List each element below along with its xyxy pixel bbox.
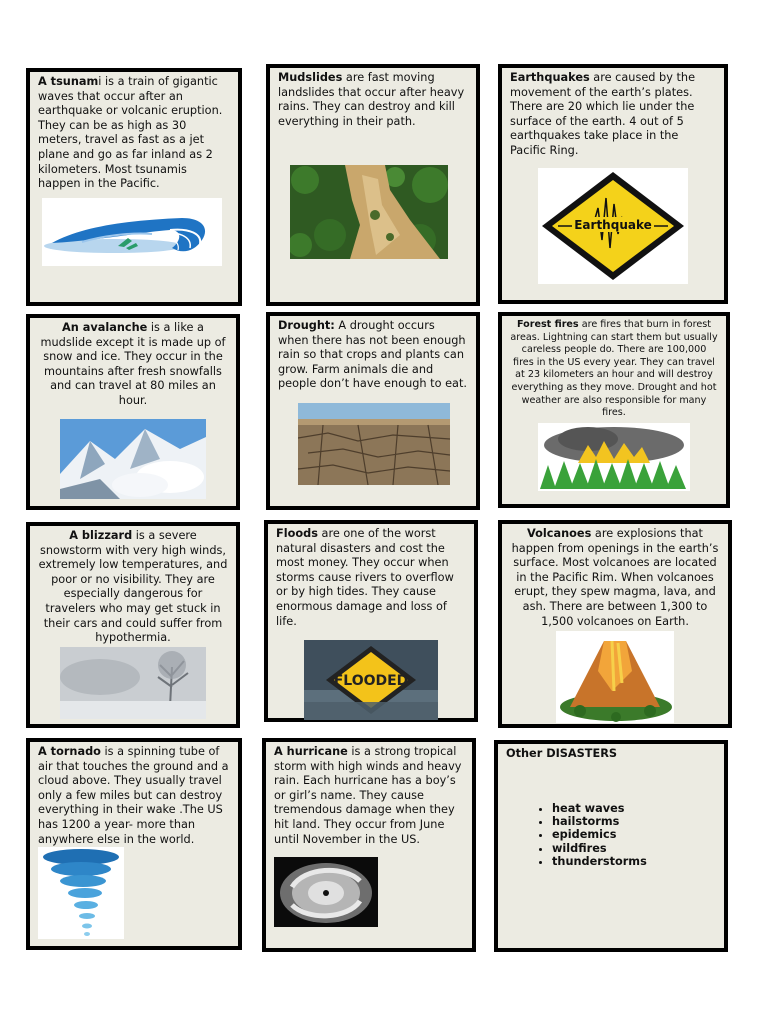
list-item: • wildfires: [552, 842, 716, 855]
forest-fires-card: [498, 312, 730, 508]
hurricane-term: A hurricane: [274, 745, 348, 758]
volcano-image: [556, 631, 674, 723]
avalanche-image: [60, 419, 206, 499]
floods-term: Floods: [276, 527, 318, 540]
forest-fires-term: Forest fires: [516, 319, 579, 330]
hurricane-text: is a strong tropical storm with high winds and heavy rain. Each hurricane has a boy’s or girl’s name. They cause tremendous damage when they hit land. They occur from June until November in the US.: [274, 745, 462, 846]
tsunami-text: i is a train of gigantic waves that occur after an earthquake or volcanic eruption. They can be as high as 30 meters, travel as fast as a jet plane and go as far inland as 2 kilometers. Most tsunamis happen in the Pacific.: [38, 75, 223, 191]
drought-image: [298, 403, 450, 485]
drought-text: A drought occurs when there has not been enough rain so that crops and plants can grow. Farm animals die and people don’t have enough to eat.: [278, 319, 467, 391]
tsunami-term: A tsunam: [38, 75, 99, 88]
drought-card: [266, 312, 480, 510]
avalanche-term: An avalanche: [62, 321, 148, 334]
floods-text: are one of the worst natural disasters and cost the most money. They occur when storms cause rivers to overflow or by high tides. They cause enormous damage and loss of life.: [276, 527, 454, 628]
blizzard-text: is a severe snowstorm with very high winds, extremely low temperatures, and poor or no visibility. They are especially dangerous for travelers who may get stuck in their cars and could suffer from hypothermia.: [38, 529, 228, 645]
hurricane-card: [262, 738, 476, 952]
volcanoes-text: are explosions that happen from openings in the earth’s surface. Most volcanoes are located in the Pacific Rim. When volcanoes erupt, they spew magma, lava, and ash. There are between 1,300 to 1,500 volcanoes on Earth.: [511, 527, 719, 628]
list-item: • thunderstorms: [552, 855, 716, 868]
flooded-sign-image: [304, 640, 438, 720]
tornado-term: A tornado: [38, 745, 101, 758]
list-item: • heat waves: [552, 802, 716, 815]
earthquakes-term: Earthquakes: [510, 71, 590, 84]
earthquake-sign-label: Earthquake: [574, 218, 652, 232]
avalanche-text: is a like a mudslide except it is made up of snow and ice. They occur in the mountains after fresh snowfalls and can travel at 80 miles an hour.: [40, 321, 226, 407]
blizzard-term: A blizzard: [69, 529, 133, 542]
avalanche-card: [26, 314, 240, 510]
tornado-card: [26, 738, 242, 950]
mudslide-image: [290, 165, 448, 259]
blizzard-image: [60, 647, 206, 719]
list-item: • epidemics: [552, 828, 716, 841]
tornado-text: is a spinning tube of air that touches the ground and a cloud above. They usually travel only a few miles but can destroy everything in their wake .The US has 1200 a year- more than anywhere else in the world.: [38, 745, 229, 846]
tsunami-card: [26, 68, 242, 306]
forest-fires-text: are fires that burn in forest areas. Lightning can start them but usually careless people do. There are 100,000 fires in the US every year. They can travel at 23 kilometers an hour and will destroy everything as they move. Drought and hot weather are also responsible for many fires.: [510, 319, 718, 419]
earthquakes-card: [498, 64, 728, 304]
floods-card: [264, 520, 478, 722]
forest-fire-image: [538, 423, 690, 491]
flooded-sign-label: FLOODED: [333, 673, 409, 689]
mudslides-term: Mudslides: [278, 71, 343, 84]
list-item: • hailstorms: [552, 815, 716, 828]
other-disasters-title: Other DISASTERS: [506, 747, 618, 760]
drought-term: Drought:: [278, 319, 335, 332]
other-disasters-list: [506, 802, 716, 869]
earthquakes-text: are caused by the movement of the earth’s plates. There are 20 which lie under the surface of the earth. 4 out of 5 earthquakes take place in the Pacific Ring.: [510, 71, 696, 157]
blizzard-card: [26, 522, 240, 728]
earthquake-sign-image: [538, 168, 688, 284]
hurricane-satellite-image: [274, 857, 378, 927]
mudslides-text: are fast moving landslides that occur after heavy rains. They can destroy and kill everything in their path.: [278, 71, 465, 128]
volcanoes-card: [498, 520, 732, 728]
mudslides-card: [266, 64, 480, 306]
tsunami-wave-image: [42, 198, 222, 266]
other-disasters-card: [494, 740, 728, 952]
volcanoes-term: Volcanoes: [527, 527, 592, 540]
tornado-image: [38, 847, 124, 939]
